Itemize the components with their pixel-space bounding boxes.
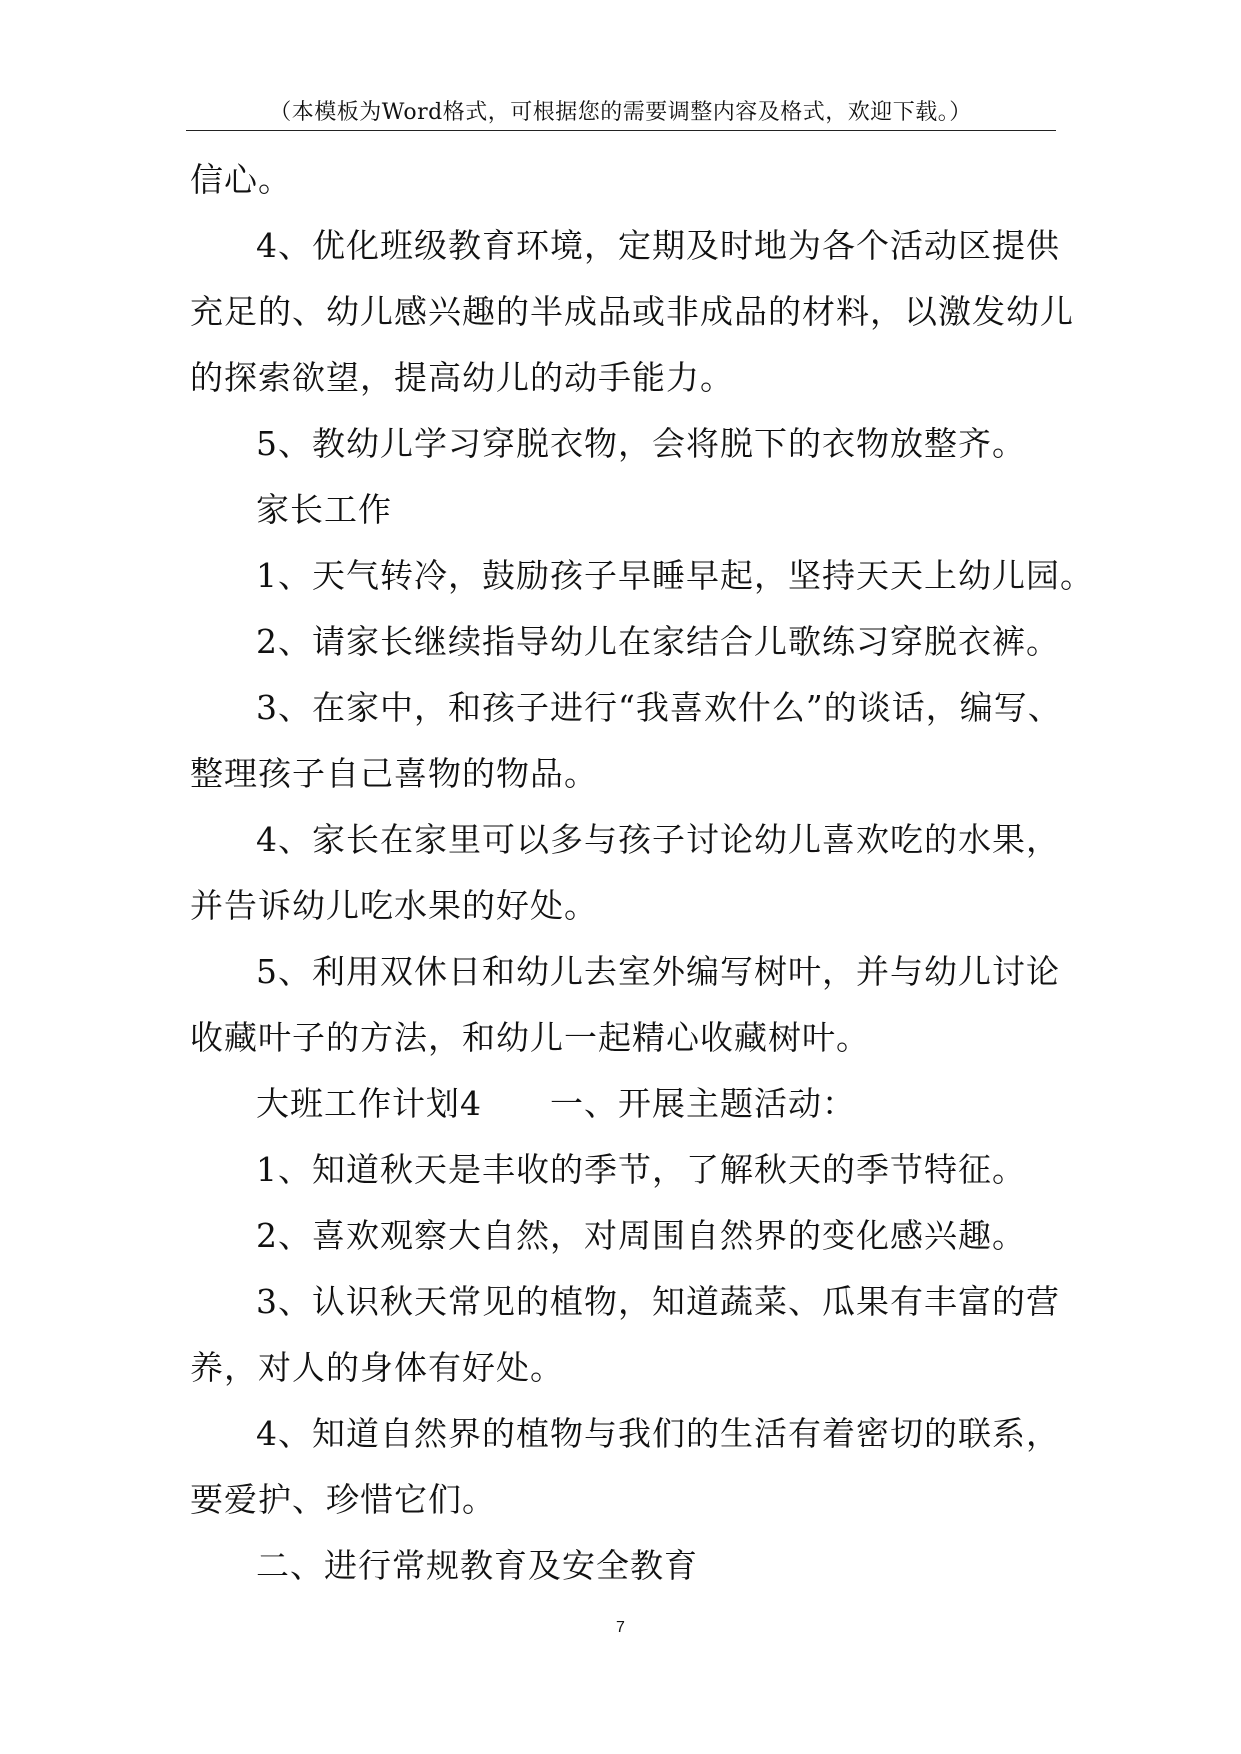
body-line-18: 3、认识秋天常见的植物，知道蔬菜、瓜果有丰富的营 xyxy=(256,1282,1060,1321)
body-line-17: 2、喜欢观察大自然，对周围自然界的变化感兴趣。 xyxy=(256,1216,1026,1255)
body-line-19: 养，对人的身体有好处。 xyxy=(190,1348,564,1387)
body-line-10: 整理孩子自己喜物的物品。 xyxy=(190,754,598,793)
header-note: （本模板为Word格式，可根据您的需要调整内容及格式，欢迎下载。） xyxy=(269,100,972,125)
body-line-12: 并告诉幼儿吃水果的好处。 xyxy=(190,886,598,925)
body-line-8: 2、请家长继续指导幼儿在家结合儿歌练习穿脱衣裤。 xyxy=(256,622,1060,661)
body-line-4: 的探索欲望，提高幼儿的动手能力。 xyxy=(190,358,734,397)
body-line-20: 4、知道自然界的植物与我们的生活有着密切的联系， xyxy=(256,1414,1060,1453)
body-line-14: 收藏叶子的方法，和幼儿一起精心收藏树叶。 xyxy=(190,1018,870,1057)
body-line-7: 1、天气转冷，鼓励孩子早睡早起，坚持天天上幼儿园。 xyxy=(256,556,1094,595)
body-line-16: 1、知道秋天是丰收的季节，了解秋天的季节特征。 xyxy=(256,1150,1026,1189)
section-heading-parents: 家长工作 xyxy=(256,490,392,529)
page-number: 7 xyxy=(616,1619,625,1636)
header-divider xyxy=(186,130,1056,131)
body-line-3: 充足的、幼儿感兴趣的半成品或非成品的材料，以激发幼儿 xyxy=(190,292,1074,331)
section-heading-routine-education: 二、进行常规教育及安全教育 xyxy=(256,1546,698,1585)
body-line-13: 5、利用双休日和幼儿去室外编写树叶，并与幼儿讨论 xyxy=(256,952,1060,991)
body-line-2: 4、优化班级教育环境，定期及时地为各个活动区提供 xyxy=(256,226,1060,265)
body-line-11: 4、家长在家里可以多与孩子讨论幼儿喜欢吃的水果， xyxy=(256,820,1060,859)
body-line-1: 信心。 xyxy=(190,160,292,199)
body-line-5: 5、教幼儿学习穿脱衣物，会将脱下的衣物放整齐。 xyxy=(256,424,1026,463)
body-line-21: 要爱护、珍惜它们。 xyxy=(190,1480,496,1519)
section-heading-plan-4: 大班工作计划4 一、开展主题活动： xyxy=(256,1084,856,1123)
body-line-9: 3、在家中，和孩子进行“我喜欢什么”的谈话，编写、 xyxy=(256,688,1062,727)
